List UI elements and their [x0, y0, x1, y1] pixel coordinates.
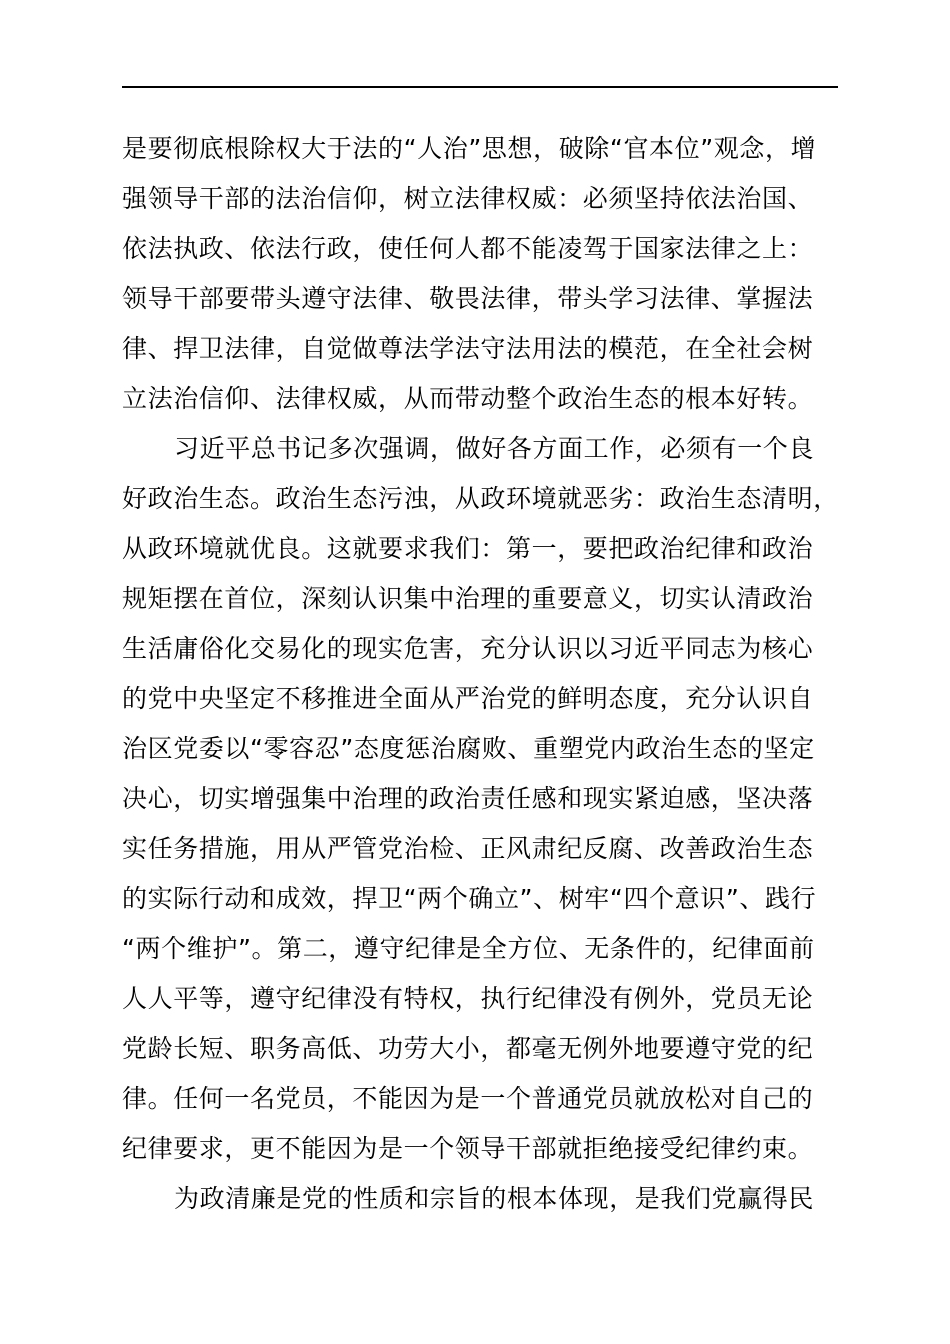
text-line: 强领导干部的法治信仰，树立法律权威：必须坚持依法治国、	[122, 184, 814, 213]
text-line: 决心，切实增强集中治理的政治责任感和现实紧迫感，坚决落	[122, 784, 814, 813]
text-line: 的实际行动和成效，捍卫“两个确立”、树牢“四个意识”、践行	[122, 884, 817, 913]
paragraph-start-line: 为政清廉是党的性质和宗旨的根本体现，是我们党赢得民	[174, 1184, 815, 1213]
text-line: 党龄长短、职务高低、功劳大小，都毫无例外地要遵守党的纪	[122, 1034, 814, 1063]
text-line: “两个维护”。第二，遵守纪律是全方位、无条件的，纪律面前	[122, 934, 815, 963]
text-line: 律、捍卫法律，自觉做尊法学法守法用法的模范，在全社会树	[122, 334, 814, 363]
text-line: 生活庸俗化交易化的现实危害，充分认识以习近平同志为核心	[122, 634, 814, 663]
paragraph-start-line: 习近平总书记多次强调，做好各方面工作，必须有一个良	[174, 434, 815, 463]
header-rule	[122, 86, 838, 88]
text-line: 实任务措施，用从严管党治检、正风肃纪反腐、改善政治生态	[122, 834, 814, 863]
body-text	[122, 124, 838, 1224]
text-line: 纪律要求，更不能因为是一个领导干部就拒绝接受纪律约束。	[122, 1134, 814, 1163]
text-line: 律。任何一名党员，不能因为是一个普通党员就放松对自己的	[122, 1084, 814, 1113]
text-line: 好政治生态。政治生态污浊，从政环境就恶劣：政治生态清明，	[122, 484, 839, 513]
text-line: 治区党委以“零容忍”态度惩治腐败、重塑党内政治生态的坚定	[122, 734, 815, 763]
text-line: 规矩摆在首位，深刻认识集中治理的重要意义，切实认清政治	[122, 584, 814, 613]
text-line: 依法执政、依法行政，使任何人都不能凌驾于国家法律之上：	[122, 234, 814, 263]
text-line: 从政环境就优良。这就要求我们：第一，要把政治纪律和政治	[122, 534, 814, 563]
text-line: 立法治信仰、法律权威，从而带动整个政治生态的根本好转。	[122, 384, 814, 413]
text-line: 是要彻底根除权大于法的“人治”思想，破除“官本位”观念，增	[122, 134, 817, 163]
text-line: 的党中央坚定不移推进全面从严治党的鲜明态度，充分认识自	[122, 684, 814, 713]
text-line: 领导干部要带头遵守法律、敬畏法律，带头学习法律、掌握法	[122, 284, 814, 313]
text-line: 人人平等，遵守纪律没有特权，执行纪律没有例外，党员无论	[122, 984, 814, 1013]
